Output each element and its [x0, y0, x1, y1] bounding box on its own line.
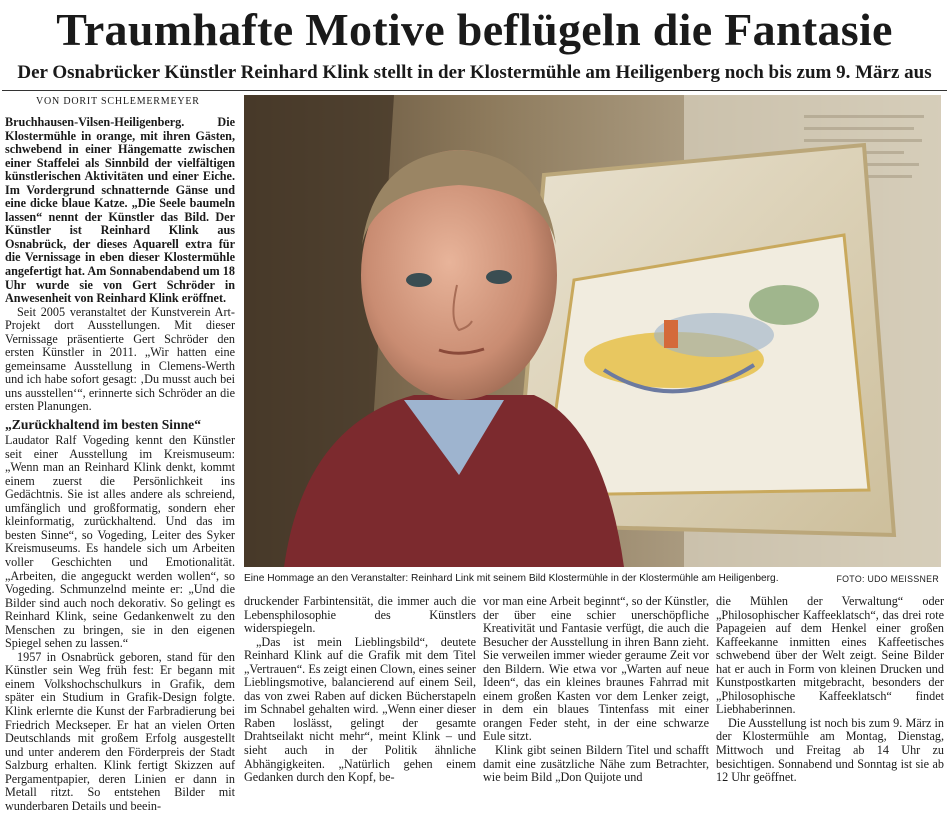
photo-artist-with-painting: [244, 95, 941, 567]
headline: Traumhafte Motive beflügeln die Fantasie: [56, 4, 893, 55]
photo-caption: [244, 572, 941, 586]
article-column-1: [5, 115, 235, 813]
subheadline: Der Osnabrücker Künstler Reinhard Klink stellt in der Klostermühle am Heiligenberg noch bis zum 9. März aus: [17, 62, 932, 83]
caption-text: Eine Hommage an den Veranstalter: Reinhard Link mit seinem Bild Klostermühle in der Klostermühle am Heiligenberg.: [244, 573, 779, 584]
body-paragraph: Seit 2005 veranstaltet der Kunstverein Art-Projekt dort Ausstellungen. Mit dieser Vernissage präsentierte Gert Schröder den ersten Künstler in 2011. „Wir hatten eine gemeinsame Ausstellung in Clemens-Werth und ich habe sofort gesagt: ‚Du musst auch bei uns ausstellen‘“, erinnerte sich Schröder an die ersten Planungen.: [5, 304, 235, 414]
body-paragraph: Die Ausstellung ist noch bis zum 9. März in der Klostermühle am Montag, Dienstag, Mittwoch und Freitag ab 14 Uhr zu besichtigen. Sonnabend und Sonntag ist sie ab 12 Uhr geöffnet.: [716, 715, 944, 785]
body-paragraph: „Das ist mein Lieblingsbild“, deutete Reinhard Klink auf die Grafik mit dem Titel „Vertrauen“. Es zeigt einen Clown, eines seiner Lieblingsmotive, balancierend auf einem Seil, das von zwei Raben auf dicken Bücherstapeln im Schnabel gehalten wird. „Wenn einer dieser Raben loslässt, gelingt der gesamte Drahtseilakt nicht mehr“, meint Klink – und sieht auch in der Politik ähnliche Abhängigkeiten. „Natürlich gehen einem Gedanken durch den Kopf, be-: [244, 634, 476, 785]
body-paragraph: druckender Farbintensität, die immer auch die Lebensphilosophie des Künstlers widerspiegeln.: [244, 594, 476, 636]
article-photo: [244, 95, 941, 567]
header-rule: [2, 90, 947, 91]
section-subheading: „Zurückhaltend im besten Sinne“: [5, 417, 202, 433]
body-paragraph: Laudator Ralf Vogeding kennt den Künstler seit einer Ausstellung im Kreismuseum: „Wenn man an Reinhard Klink denkt, kommt einem zuerst die Persönlichkeit ins Gedächtnis. Sie ist alles andere als schreiend, umfänglich und großformatig, sondern eher kleinformatig, zurückhaltend. Und das im besten Sinne“, so Vogeding, Leiter des Syker Kreismuseums. Es handele sich um Arbeiten voller Geschichten und Emotionalität. „Arbeiten, die angeguckt werden wollen“, so Vogeding. Schmunzelnd meinte er: „Und die Bilder sind auch noch dekorativ. So gelingt es Reinhard Klink, seine Gedankenwelt zu den Menschen zu bringen, sie in den eigenen Spiegel sehen zu lassen.“: [5, 433, 235, 651]
lead-paragraph: Bruchhausen-Vilsen-Heiligenberg. Die Klostermühle in orange, mit ihren Gästen, schwebend in einer Hängematte zwischen einer Staffelei als Sinnbild der vielfältigen künstlerischen Aktivitäten und einer Eiche. Im Vordergrund schnatternde Gänse und eine dicke blaue Katze. „Die Seele baumeln lassen“ nennt der Künstler das Bild. Der Künstler ist Reinhard Klink aus Osnabrück, der dieses Aquarell extra für die Vernissage in eben dieser Klostermühle angefertigt hat. Am Sonnabendabend um 18 Uhr wurde sie von Gert Schröder in Anwesenheit von Reinhard Klink eröffnet.: [5, 115, 235, 306]
photo-credit: FOTO: UDO MEISSNER: [836, 574, 939, 584]
article-column-3: [483, 594, 709, 785]
body-paragraph: vor man eine Arbeit beginnt“, so der Künstler, der über eine schier unerschöpfliche Kreativität und Fantasie verfügt, die auch die Besucher der Ausstellung in ihren Bann zieht. Sie verweilen immer wieder geraume Zeit vor den Bildern. Wie etwa vor „Warten auf neue Ideen“, das ein kleines braunes Fahrrad mit einem großen Kasten vor dem Lenker zeigt, in dem ein blaues Tintenfass mit einer orangen Feder steht, in der eine schwarze Eule sitzt.: [483, 594, 709, 744]
body-paragraph: Klink gibt seinen Bildern Titel und schafft damit eine zusätzliche Nähe zum Betrachter, wie beim Bild „Don Quijote und: [483, 743, 709, 785]
body-paragraph: 1957 in Osnabrück geboren, stand für den Künstler sein Weg früh fest: Er begann mit einem Volkshochschulkurs in Grafik, dem später ein Studium in Grafik-Design folgte. Klink erlernte die Kunst der Farbradierung bei Friedrich Meckseper. Er hat an vielen Orten Deutschlands mit großem Erfolg ausgestellt und unter anderem den Förderpreis der Stadt Salzburg erhalten. Klink fertigt Skizzen auf Pergamentpapier, deren Linien er dann in Metall ritzt. So entstehen Bilder mit wunderbaren Details und beein-: [5, 649, 235, 813]
article-column-4: [716, 594, 944, 785]
body-paragraph: die Mühlen der Verwaltung“ oder „Philosophischer Kaffeeklatsch“, das drei rote Papageien auf dem Henkel einer großen Kaffeekanne inmitten eines Kaffeetisches schwebend über der Welt zeigt. Seine Bilder hat er auch in Form von kleinen Drucken und Kunstpostkarten mitgebracht, besonders der „Philosophische Kaffeeklatsch“ findet Liebhaberinnen.: [716, 594, 944, 717]
article-column-2: [244, 594, 476, 785]
byline: VON DORIT SCHLEMERMEYER: [36, 96, 200, 107]
